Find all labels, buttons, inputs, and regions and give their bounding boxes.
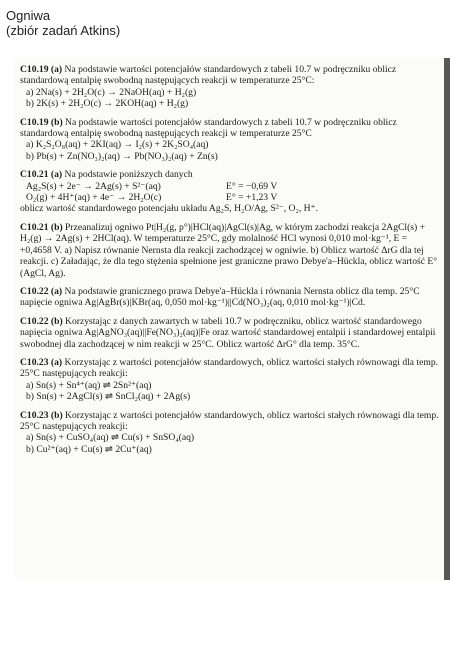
equation-line: a) 2Na(s) + 2H₂O(c) → 2NaOH(aq) + H₂(g): [26, 86, 197, 98]
equation-line: b) 2K(s) + 2H₂O(c) → 2KOH(aq) + H₂(g): [26, 98, 189, 110]
scanned-page: [14, 58, 450, 580]
problem-c10-19a: [20, 64, 440, 110]
equation-line: b) Sn(s) + 2AgCl(s) ⇌ SnCl₂(aq) + 2Ag(s): [26, 391, 191, 403]
problem-id: C10.21 (b): [20, 221, 63, 233]
problem-c10-22b: [20, 316, 440, 350]
standard-potential: E° = +1,23 V: [226, 192, 278, 204]
problem-id: C10.21 (a): [20, 169, 63, 181]
problem-c10-21b: [20, 222, 440, 279]
problem-text: Korzystając z danych zawartych w tabeli 10.7 w podręczniku, oblicz wartość standardowego napięcia ogniwa Ag|AgNO₃(aq)||Fe(NO₃)₂(aq)|Fe oraz wartość standardowej entalpii i standardowej entalpii swobodnej dla zachodzącej w nim reakcji w 25°C. Oblicz wartość ΔrG° dla temp. 35°C.: [20, 315, 436, 350]
problem-id: C10.19 (a): [20, 64, 63, 75]
scan-shadow-edge: [444, 58, 450, 580]
problems-content: [20, 64, 440, 462]
problem-c10-21a: [20, 169, 440, 215]
problem-text: Na podstawie wartości potencjałów standardowych z tabeli 10.7 w podręczniku oblicz standardową entalpię swobodną następujących reakcji w temperaturze 25°C: [20, 116, 397, 140]
problem-id: C10.19 (b): [20, 116, 63, 128]
half-reaction-row: [26, 181, 440, 192]
problem-c10-19b: [20, 117, 440, 163]
standard-potential: E° = −0,69 V: [226, 180, 278, 192]
equation-line: a) Sn(s) + CuSO₄(aq) ⇌ Cu(s) + SnSO₄(aq): [26, 432, 195, 444]
document-header: [6, 8, 120, 38]
half-reaction: Ag₂S(s) + 2e⁻ → 2Ag(s) + S²⁻(aq): [26, 180, 161, 192]
problem-text: Korzystając z wartości potencjałów standardowych, oblicz wartości stałych równowagi dla temp. 25°C następujących reakcji:: [20, 356, 439, 380]
equation-line: b) Cu²⁺(aq) + Cu(s) ⇌ 2Cu⁺(aq): [26, 443, 152, 455]
problem-id: C10.22 (a): [20, 285, 63, 297]
problem-question: oblicz wartość standardowego potencjału układu Ag₂S, H₂O/Ag, S²⁻, O₂, H⁺.: [20, 203, 319, 215]
problem-id: C10.23 (b): [20, 409, 63, 421]
equation-line: a) Sn(s) + Sn⁴⁺(aq) ⇌ 2Sn²⁺(aq): [26, 379, 152, 391]
document-subtitle: (zbiór zadań Atkins): [6, 23, 121, 38]
problem-text: Na podstawie wartości potencjałów standardowych z tabeli 10.7 w podręczniku oblicz standardową entalpię swobodną następujących reakcji w temperaturze 25°C:: [20, 64, 397, 87]
problem-c10-23b: [20, 410, 440, 456]
problem-c10-22a: [20, 286, 440, 309]
problem-text: Na podstawie poniższych danych: [64, 169, 193, 181]
problem-text: Przeanalizuj ogniwo Pt|H₂(g, p°)|HCl(aq)|AgCl(s)|Ag, w którym zachodzi reakcja 2AgCl(s) + H₂(g) → 2Ag(s) + 2HCl(aq). W temperaturze 25°C, gdy molalność HCl wynosi 0,010 mol·kg⁻¹, E = +0,4658 V. a) Napisz równanie Nernsta dla reakcji zachodzącej w ogniwie. b) Oblicz wartość ΔrG dla tej reakcji. c) Załadając, że dla tego stężenia spełnione jest graniczne prawo Debye'a–Hückla, oblicz wartość E° (AgCl, Ag).: [20, 221, 438, 279]
problem-text: Na podstawie granicznego prawa Debye'a–Hückla i równania Nernsta oblicz dla temp. 25°C napięcie ogniwa Ag|AgBr(s)|KBr(aq, 0,050 mol·kg⁻¹)||Cd(NO₃)₂(aq, 0,010 mol·kg⁻¹)|Cd.: [20, 285, 420, 309]
problem-id: C10.23 (a): [20, 356, 63, 368]
document-title: Ogniwa: [6, 8, 51, 23]
problem-c10-23a: [20, 357, 440, 403]
problem-id: C10.22 (b): [20, 315, 63, 327]
half-reaction: O₂(g) + 4H⁺(aq) + 4e⁻ → 2H₂O(c): [26, 192, 162, 204]
half-reaction-row: [26, 192, 440, 203]
problem-text: Korzystając z wartości potencjałów standardowych, oblicz wartości stałych równowagi dla temp. 25°C następujących reakcji:: [20, 409, 439, 432]
equation-line: a) K₂S₂O₈(aq) + 2KI(aq) → I₂(s) + 2K₂SO₄(aq): [26, 139, 209, 151]
equation-line: b) Pb(s) + Zn(NO₃)₂(aq) → Pb(NO₃)₂(aq) + Zn(s): [26, 150, 218, 162]
